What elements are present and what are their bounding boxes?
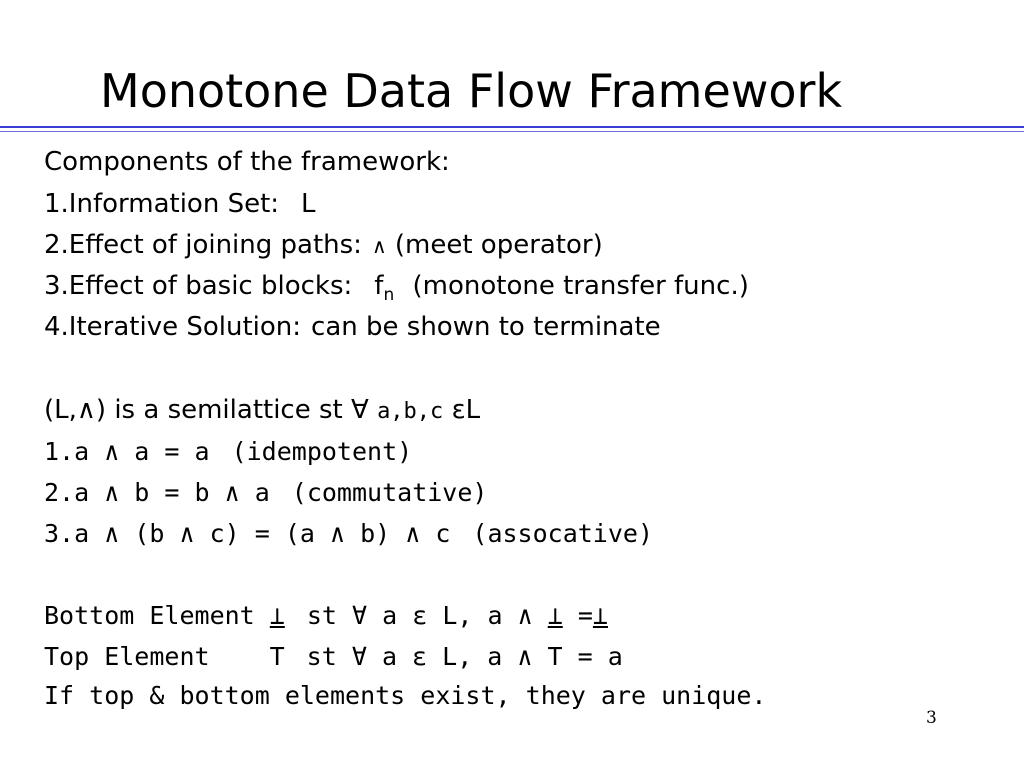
transfer-function-subscript: n: [383, 285, 395, 305]
forall-symbol: ∀: [351, 395, 369, 425]
meet-symbol: ∧: [371, 234, 387, 258]
component-item-1-value: L: [301, 189, 316, 219]
page-number: 3: [926, 708, 937, 728]
component-item-2: [44, 225, 603, 266]
semilattice-intro-text: (L,∧) is a semilattice st: [44, 395, 343, 425]
top-element-line: [44, 637, 623, 677]
bottom-symbol-result: ⊥: [592, 601, 608, 630]
law-commutative-note: (commutative): [291, 478, 488, 507]
bottom-equals: =: [577, 601, 593, 630]
top-element-label: Top Element: [44, 642, 210, 671]
uniqueness-statement: If top & bottom elements exist, they are unique.: [44, 681, 767, 710]
semilattice-intro: [44, 390, 480, 432]
component-item-4-label: 4.Iterative Solution:: [44, 312, 302, 342]
bottom-element-line: [44, 596, 608, 636]
title-divider-thin: [0, 131, 1024, 132]
title-divider: [0, 126, 1024, 128]
bottom-symbol: ⊥: [269, 601, 285, 630]
law-commutative: [44, 473, 487, 513]
component-item-4-value: can be shown to terminate: [311, 312, 661, 342]
bottom-forall-symbol: ∀: [352, 601, 368, 630]
top-such-that: st: [306, 642, 337, 671]
top-expression: a ε L, a ∧ T = a: [381, 642, 623, 671]
law-commutative-expr: 2.a ∧ b = b ∧ a: [44, 478, 270, 507]
component-item-3-label: 3.Effect of basic blocks:: [44, 271, 353, 301]
bottom-symbol-operand: ⊥: [547, 601, 563, 630]
law-associative-note: (assocative): [472, 519, 654, 548]
semilattice-variables: a,b,c: [377, 399, 444, 424]
element-of-symbol: ε: [451, 395, 466, 425]
components-heading: Components of the framework:: [44, 147, 450, 177]
law-associative: [44, 514, 653, 554]
component-item-3-note: (monotone transfer func.): [412, 271, 749, 301]
component-item-2-note: (meet operator): [394, 230, 603, 260]
component-item-2-label: 2.Effect of joining paths:: [44, 230, 362, 260]
bottom-expression: a ε L, a ∧: [382, 601, 533, 630]
bottom-such-that: st: [306, 601, 337, 630]
component-item-4: [44, 307, 661, 347]
semilattice-set: L: [465, 395, 481, 425]
top-forall-symbol: ∀: [351, 642, 367, 671]
transfer-function-symbol: f: [374, 271, 384, 301]
bottom-element-label: Bottom Element: [44, 601, 255, 630]
law-idempotent: [44, 432, 412, 472]
law-idempotent-note: (idempotent): [231, 437, 413, 466]
component-item-1-label: 1.Information Set:: [44, 189, 280, 219]
law-idempotent-expr: 1.a ∧ a = a: [44, 437, 210, 466]
component-item-1: [44, 184, 316, 224]
top-symbol: T: [269, 642, 285, 671]
slide-title: Monotone Data Flow Framework: [100, 64, 843, 118]
law-associative-expr: 3.a ∧ (b ∧ c) = (a ∧ b) ∧ c: [44, 519, 451, 548]
